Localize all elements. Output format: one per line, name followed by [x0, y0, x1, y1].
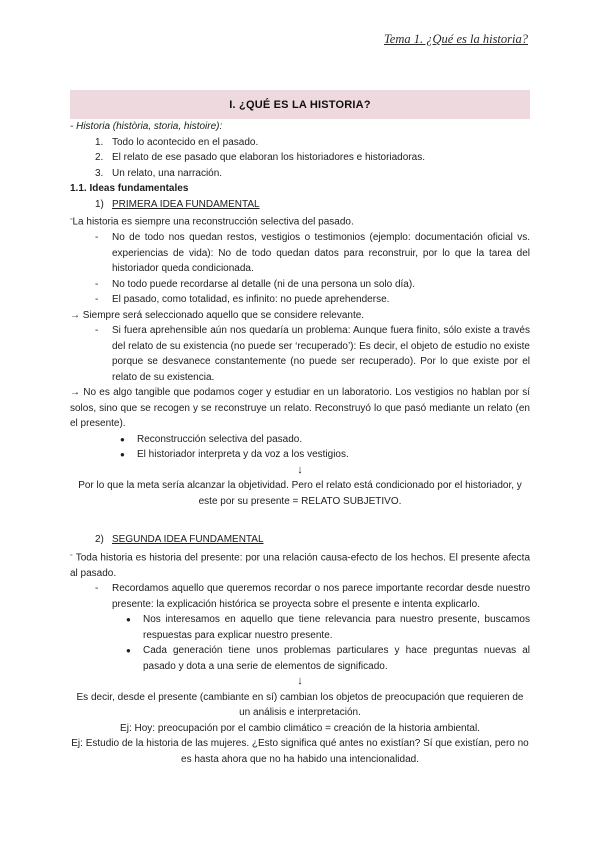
running-head: Tema 1. ¿Qué es la historia? — [384, 32, 528, 46]
idea2-number: 2) — [95, 534, 104, 545]
bullet-item — [70, 432, 530, 448]
bullet-marker: ● — [120, 450, 125, 459]
idea1-lead-text: La historia es siempre una reconstrucción selectiva del pasado. — [72, 216, 354, 228]
diamond-marker-icon: ◦ — [70, 216, 73, 223]
bullet-item — [70, 612, 530, 643]
idea1-lead — [70, 212, 530, 230]
idea2-example-2: Ej: Estudio de la historia de las mujeres. ¿Esto significa qué antes no existían? Sí que existían, pero no es hasta ahora que no ha habido una intencionalidad. — [71, 738, 529, 765]
list-number: 2. — [95, 152, 104, 163]
dash-marker: - — [95, 294, 99, 305]
section-banner-title: I. ¿QUÉ ES LA HISTORIA? — [229, 98, 371, 111]
dash-item — [70, 323, 530, 385]
dash-item — [70, 230, 530, 277]
bullet-item-text: Reconstrucción selectiva del pasado. — [137, 433, 303, 445]
list-item-text: Todo lo acontecido en el pasado. — [112, 136, 259, 148]
dash-item-text: El pasado, como totalidad, es infinito: no puede aprehenderse. — [112, 294, 390, 305]
idea2-conclusion: Es decir, desde el presente (cambiante en sí) cambian los objetos de preocupación que requieren de un análisis e interpretación. — [76, 691, 524, 718]
idea2-lead — [70, 548, 530, 582]
idea2-title: SEGUNDA IDEA FUNDAMENTAL — [112, 534, 264, 545]
list-item-text: Un relato, una narración. — [112, 167, 223, 179]
list-item — [70, 135, 530, 151]
list-number: 3. — [95, 167, 104, 179]
idea1-arrow-paragraph: → Siempre será seleccionado aquello que se considere relevante. — [70, 309, 365, 321]
bullet-marker: ● — [126, 646, 131, 655]
idea2-example-1: Ej: Hoy: preocupación por el cambio climático = creación de la historia ambiental. — [120, 722, 480, 734]
idea2-lead-text: Toda historia es historia del presente: por una relación causa-efecto de los hechos. El presente afecta al pasado. — [70, 552, 531, 579]
dash-item-text: Recordamos aquello que queremos recordar o nos parece importante recordar desde nuestro presente: la explicación histórica se proyecta sobre el presente e intenta explicarlo. — [112, 583, 530, 610]
list-item-text: El relato de ese pasado que elaboran los historiadores e historiadoras. — [112, 152, 425, 163]
bullet-item-text: El historiador interpreta y da voz a los vestigios. — [137, 449, 349, 460]
bullet-item — [70, 643, 530, 674]
dash-item — [70, 581, 530, 612]
document-body — [70, 119, 530, 767]
idea2-title-row — [70, 532, 530, 548]
dash-marker: - — [95, 325, 99, 336]
dash-item-text: No todo puede recordarse al detalle (ni de una persona un solo día). — [112, 278, 415, 290]
bullet-item-text: Nos interesamos en aquello que tiene relevancia para nuestro presente, buscamos respuestas para explicar nuestro presente. — [143, 614, 530, 641]
dash-item-text: No de todo nos quedan restos, vestigios o testimonios (ejemplo: documentación oficial vs. experiencias de vida): No de todo quedan datos para reconstruir, por lo que la tarea del historiador queda condicionada. — [112, 232, 530, 274]
list-number: 1. — [95, 136, 104, 148]
down-arrow-icon: ↓ — [297, 675, 303, 687]
dash-marker: - — [95, 583, 99, 594]
dash-marker: - — [95, 232, 99, 243]
down-arrow-icon: ↓ — [297, 463, 303, 476]
bullet-item-text: Cada generación tiene unos problemas particulares y hace preguntas nuevas al pasado y dota a una serie de elementos de significado. — [143, 645, 530, 672]
idea1-conclusion: Por lo que la meta sería alcanzar la objetividad. Pero el relato está condicionado por el historiador, y este por su presente = RELATO SUBJETIVO. — [78, 480, 522, 507]
definition-lead: - Historia (història, storia, histoire): — [70, 121, 223, 132]
idea1-title-row — [70, 197, 530, 213]
dash-marker: - — [95, 278, 99, 290]
diamond-marker-icon: ◦ — [70, 551, 73, 559]
bullet-marker: ● — [126, 615, 131, 624]
dash-item-text: Si fuera aprehensible aún nos quedaría un problema: Aunque fuera finito, sólo existe a través del relato de su existencia (no puede ser ‘recuperado’): Es decir, el objeto de estudio no existe porque se desvanece constantemente (no puede ser recuperado). Por lo que existe por el relato de su existencia. — [112, 325, 530, 383]
idea1-arrow-paragraph-2: → No es algo tangible que podamos coger y estudiar en un laboratorio. Los vestigios no hablan por sí solos, sino que se recogen y se reconstruye un relato. Reconstruyó lo que pasó mediante un relato (en el presente). — [70, 387, 530, 429]
idea1-title: PRIMERA IDEA FUNDAMENTAL — [112, 198, 260, 210]
bullet-item — [70, 447, 530, 463]
section-banner — [70, 90, 530, 119]
dash-item — [70, 292, 530, 308]
section-heading: 1.1. Ideas fundamentales — [70, 183, 189, 194]
bullet-marker: ● — [120, 434, 125, 444]
list-item — [70, 150, 530, 166]
dash-item — [70, 277, 530, 293]
list-item — [70, 166, 530, 182]
idea1-number: 1) — [95, 198, 104, 210]
